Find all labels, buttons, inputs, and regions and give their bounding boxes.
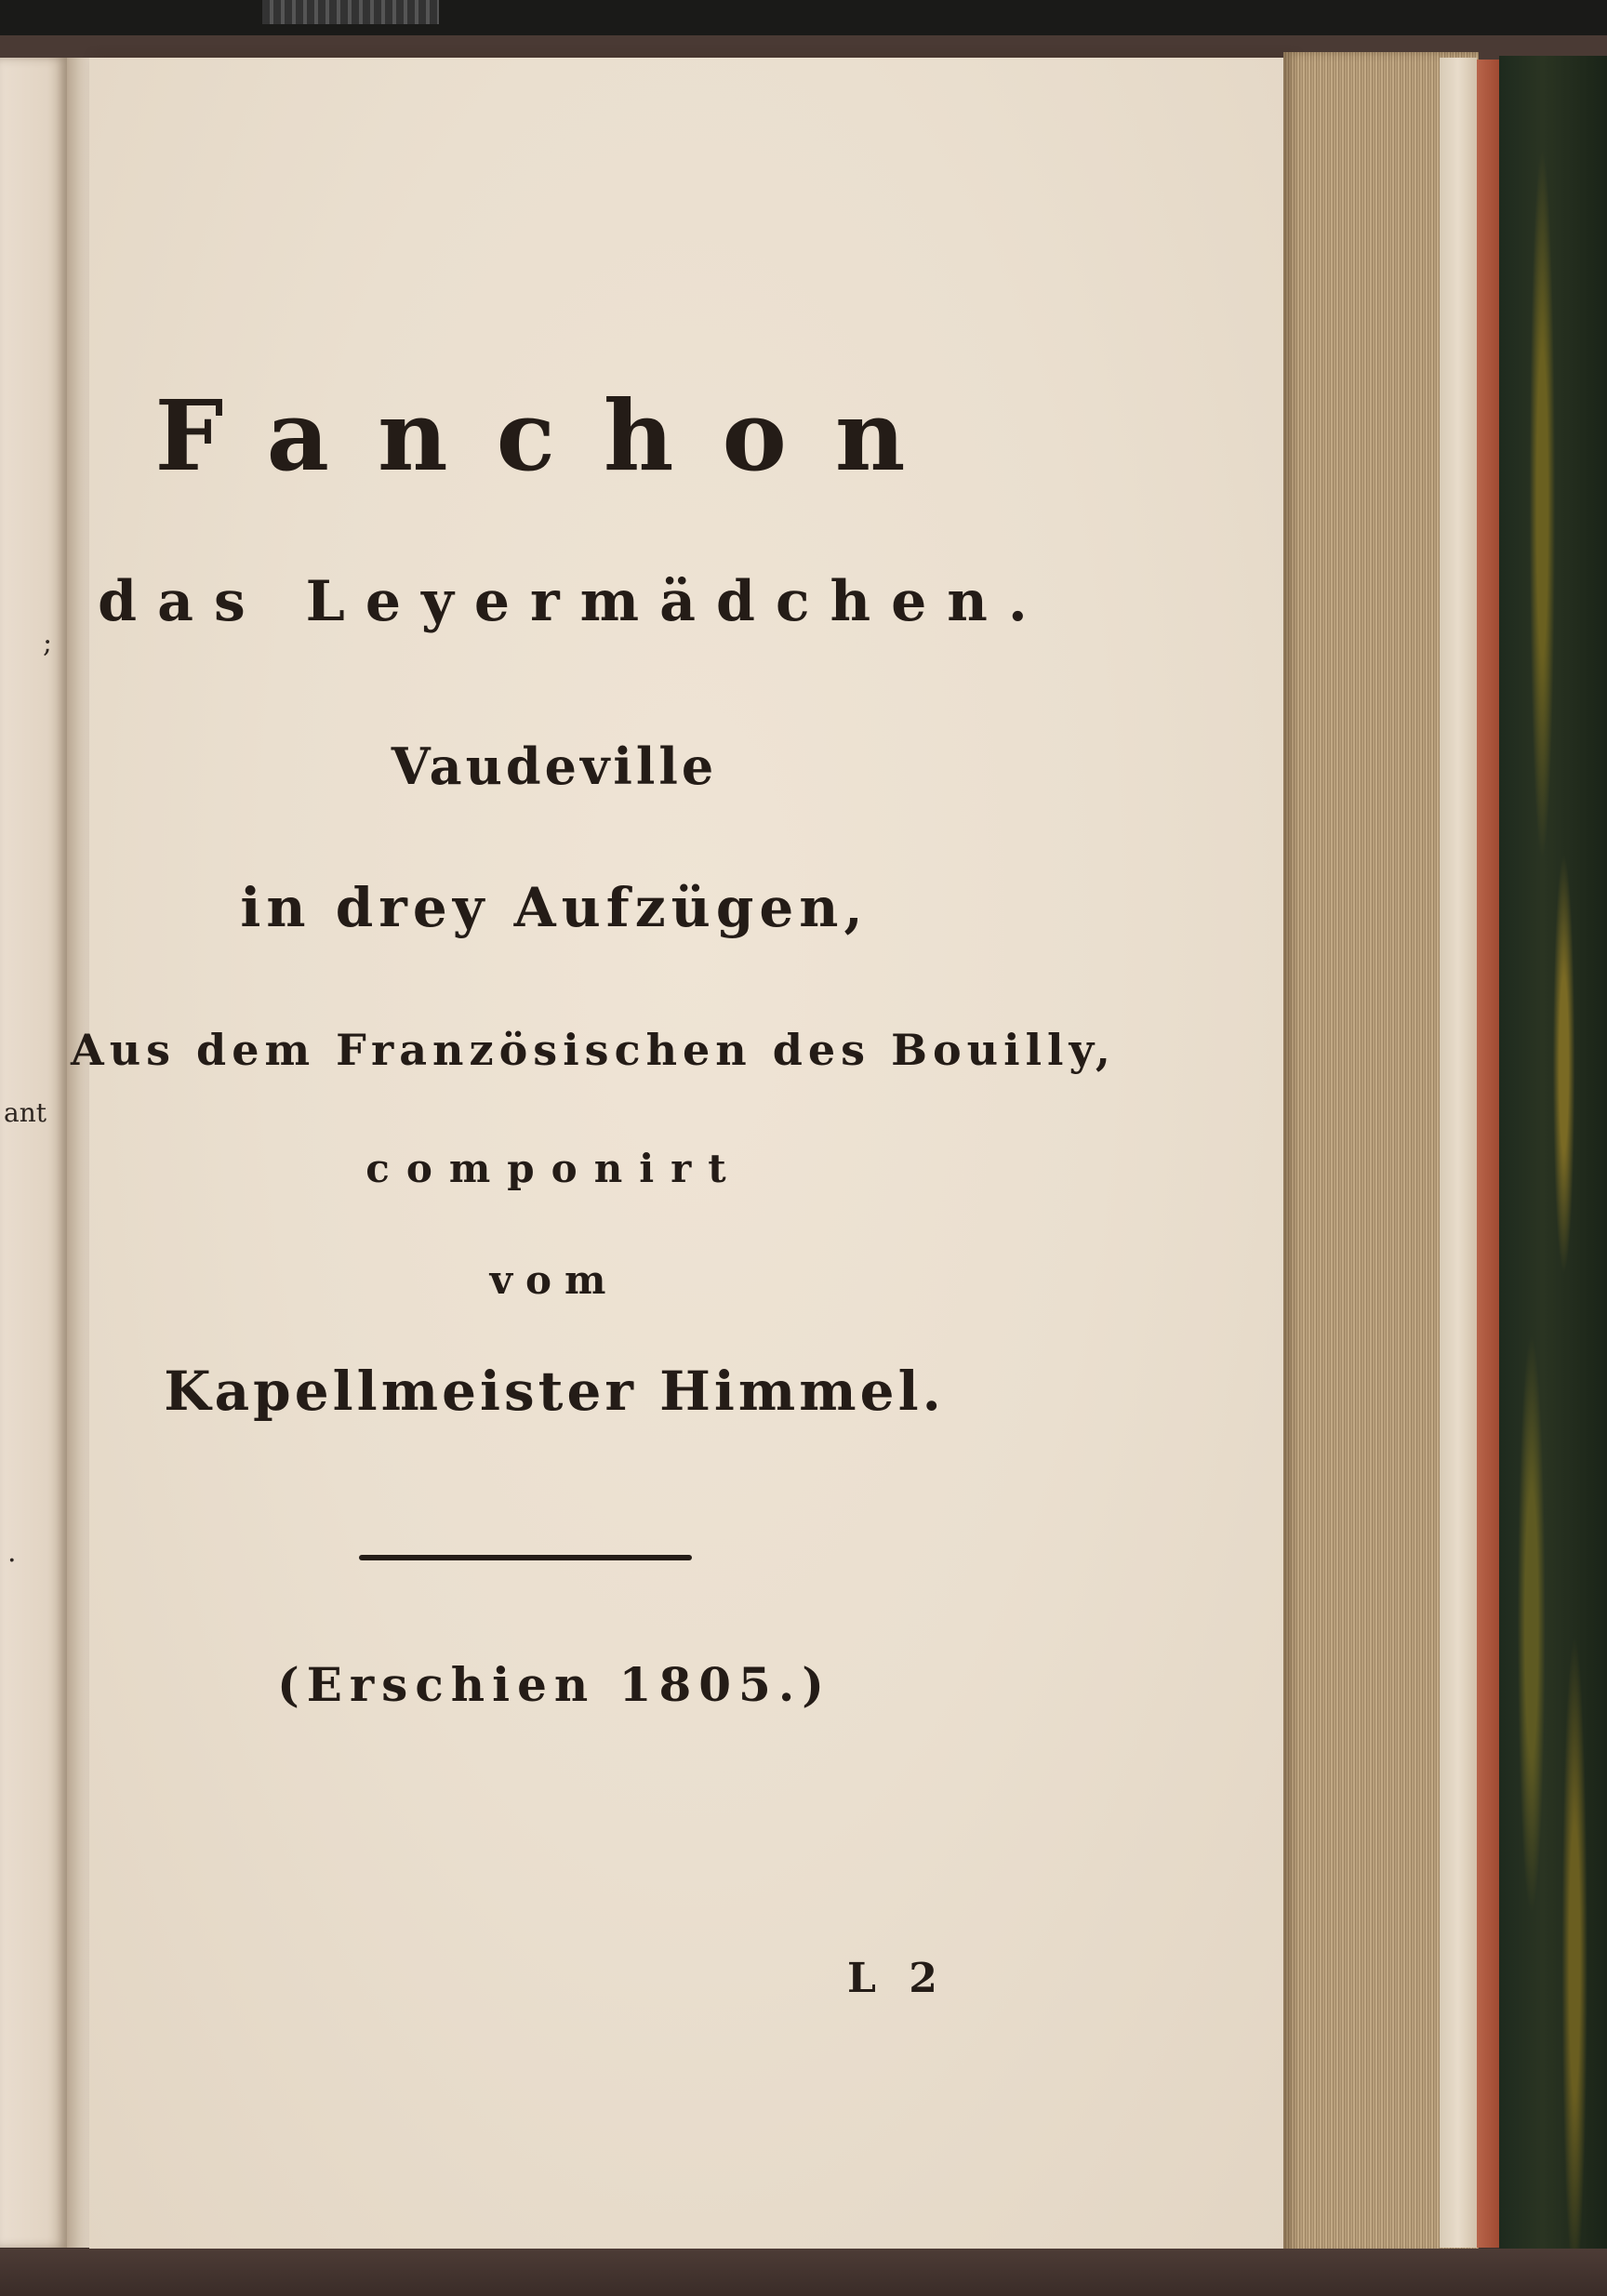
left-page-fragment: . [7, 1536, 17, 1569]
publication-note: (Erschien 1805.) [277, 1657, 831, 1712]
signature-mark: L 2 [847, 1955, 947, 2002]
marbled-board [1499, 56, 1607, 2296]
by-label: vom [489, 1257, 619, 1303]
title: Fanchon [154, 378, 954, 493]
gutter [67, 58, 91, 2248]
composer: Kapellmeister Himmel. [164, 1360, 945, 1423]
genre: Vaudeville [391, 737, 718, 796]
acts: in drey Aufzügen, [240, 876, 869, 939]
left-page [0, 58, 67, 2248]
title-page [71, 58, 1289, 2252]
top-background [0, 0, 1607, 37]
divider-rule [359, 1555, 692, 1560]
subtitle: das Leyermädchen. [98, 569, 1048, 634]
left-page-fragment: ant [4, 1097, 46, 1128]
left-page-fragment: ; [43, 627, 53, 659]
composed-label: componirt [365, 1146, 743, 1191]
red-edge [1477, 60, 1499, 2248]
bottom-board [0, 2249, 1607, 2296]
page-edges-light [1440, 58, 1477, 2248]
scale-bar [262, 0, 439, 24]
source-credit: Aus dem Französischen des Bouilly, [71, 1025, 1116, 1075]
